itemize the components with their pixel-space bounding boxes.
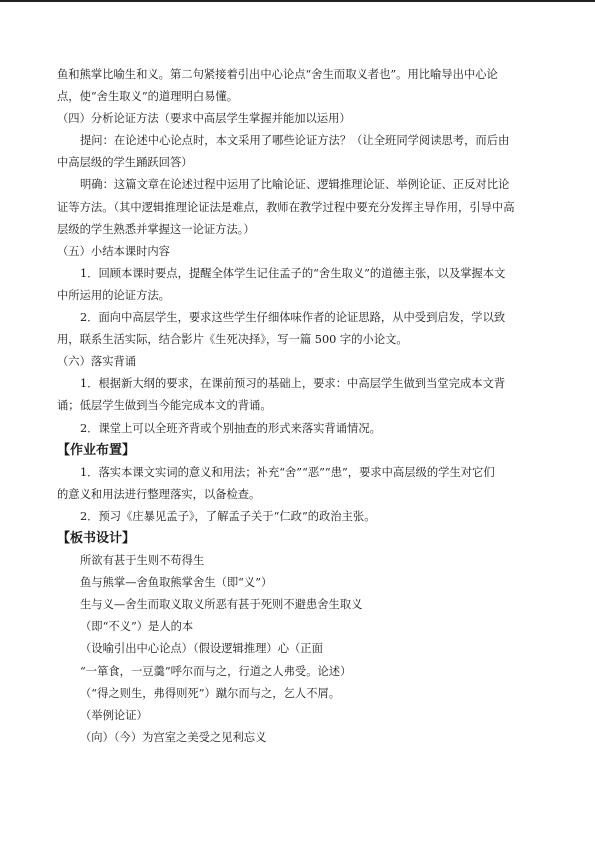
list-item: 2．课堂上可以全班齐背或个别抽查的形式来落实背诵情况。 bbox=[80, 421, 381, 435]
homework-heading: 【作业布置】 bbox=[57, 442, 136, 458]
board-line: 所欲有甚于生则不苟得生 bbox=[80, 554, 205, 568]
list-item: 1．落实本课文实词的意义和用法；补充“舍”“恶”“患”，要求中高层级的学生对它们 bbox=[80, 465, 495, 479]
question-line: 中高层级的学生踊跃回答） bbox=[57, 156, 193, 170]
list-item: 诵；低层学生做到当今能完成本文的背诵。 bbox=[57, 399, 272, 413]
board-line: （即“不义”）是人的本 bbox=[80, 620, 194, 634]
board-line: 鱼与熊掌—舍鱼取熊掌舍生（即“义”） bbox=[80, 576, 273, 590]
list-item: 的意义和用法进行整理落实，以备检查。 bbox=[57, 487, 261, 501]
list-item: 1．回顾本课时要点，提醒全体学生记住孟子的“舍生取义”的道德主张，以及掌握本文 bbox=[80, 266, 506, 280]
board-line: （向）（今）为宫室之美受之见利忘义 bbox=[80, 730, 267, 744]
section-title: （六）落实背诵 bbox=[57, 355, 137, 369]
page-top-rule bbox=[0, 0, 595, 2]
board-line: “一箪食，一豆羹”呼尔而与之，行道之人弗受。论述） bbox=[80, 664, 352, 678]
document-page bbox=[57, 64, 544, 749]
answer-line: 层级的学生熟悉并掌握这一论证方法。） bbox=[57, 222, 255, 236]
answer-line: 证等方法。（其中逻辑推理论证法是难点，教师在教学过程中要充分发挥主导作用，引导中高 bbox=[57, 200, 515, 214]
section-title: （五）小结本课时内容 bbox=[57, 244, 170, 258]
list-item: 中所运用的论证方法。 bbox=[57, 288, 170, 302]
list-item: 2．预习《庄暴见孟子》，了解孟子关于“仁政”的政治主张。 bbox=[80, 509, 376, 523]
list-item: 1．根据新大纲的要求，在课前预习的基础上，要求：中高层学生做到当堂完成本文背 bbox=[80, 377, 506, 391]
board-line: 生与义—舍生而取义取义所恶有甚于死则不避患舍生取义 bbox=[80, 598, 363, 612]
list-item: 用，联系生活实际，结合影片《生死决择》，写一篇 500 字的小论文。 bbox=[57, 333, 408, 347]
question-line: 提问：在论述中心论点时，本文采用了哪些论证方法？（让全班同学阅读思考，而后由 bbox=[80, 134, 510, 148]
paragraph-line: 鱼和熊掌比喻生和义。第二句紧接着引出中心论点“舍生而取义者也”。用比喻导出中心论 bbox=[57, 68, 498, 81]
answer-line: 明确：这篇文章在论述过程中运用了比喻论证、逻辑推理论证、举例论证、正反对比论 bbox=[80, 178, 510, 192]
board-line: （“得之则生，弗得则死”）蹴尔而与之，乞人不屑。 bbox=[80, 686, 341, 700]
section-title: （四）分析论证方法（要求中高层学生掌握并能加以运用） bbox=[57, 112, 351, 126]
board-design-heading: 【板书设计】 bbox=[57, 530, 136, 546]
board-line: （举例论证） bbox=[80, 708, 148, 722]
list-item: 2．面向中高层学生，要求这些学生仔细体味作者的论证思路，从中受到启发，学以致 bbox=[80, 311, 506, 325]
board-line: （设喻引出中心论点）（假设逻辑推理）心（正面 bbox=[80, 642, 323, 656]
paragraph-line: 点，使“舍生取义”的道理明白易懂。 bbox=[57, 90, 239, 104]
